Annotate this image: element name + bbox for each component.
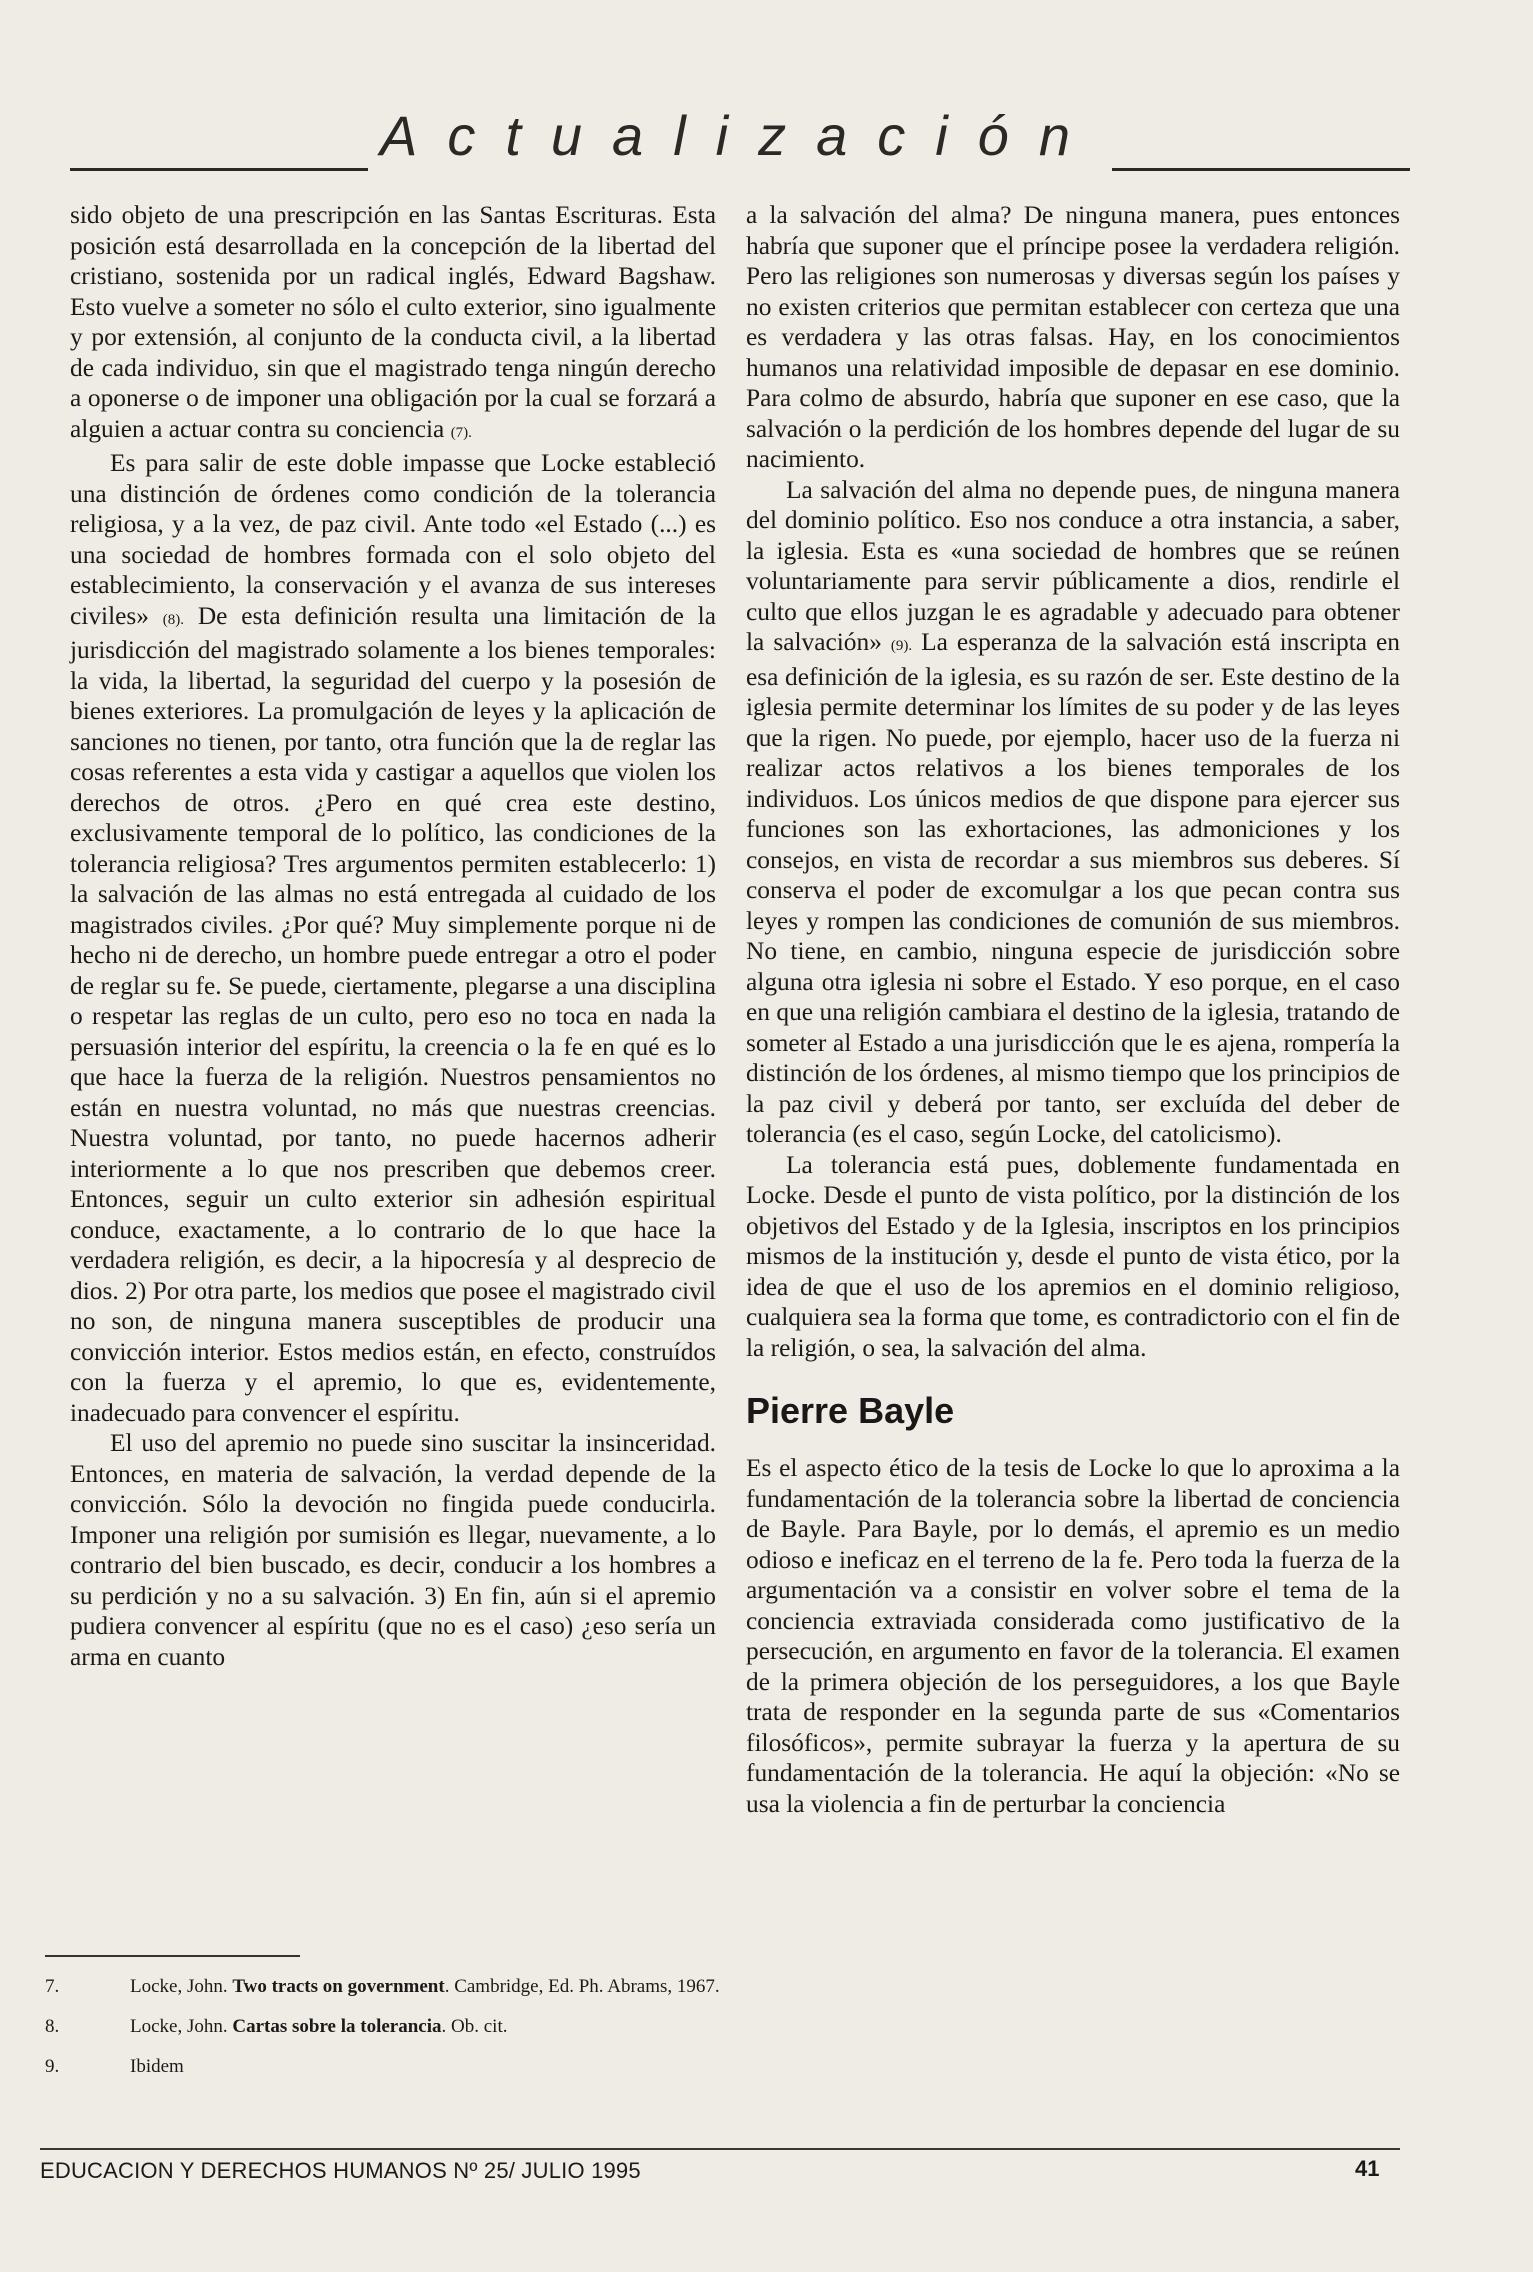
footnote-text: Locke, John. Two tracts on government. Cambridge, Ed. Ph. Abrams, 1967. [130,1976,720,1997]
footnote-number: 9. [45,2056,60,2077]
footnote-ref: (9). [890,638,913,654]
footnote-text: Locke, John. Cartas sobre la tolerancia. Ob. cit. [130,2016,508,2037]
page-number: 41 [1355,2156,1380,2181]
section-subheading: Pierre Bayle [746,1390,955,1431]
paragraph: Es el aspecto ético de la tesis de Locke lo que lo aproxima a la fundamentación de la tolerancia sobre la libertad de conciencia de Bayle. Para Bayle, por lo demás, el apremio es un medio odioso e ineficaz en el terreno de la fe. Pero toda la fuerza de la argumentación va a consistir en volver sobre el tema de la conciencia extraviada considerada como justificativo de la persecución, en argumento en favor de la tolerancia. El examen de la primera objeción de los perseguidores, a los que Bayle trata de responder en la segunda parte de sus «Comentarios filosóficos», permite subrayar la fuerza y la apertura de su fundamentación de la tolerancia. He aquí la objeción: «No se usa la violencia a fin de perturbar la conciencia [746,1454,1400,1818]
footnotes [45,1975,725,2095]
footer-rule [40,2148,1400,2150]
paragraph: La tolerancia está pues, doblemente fundamentada en Locke. Desde el punto de vista político, por la distinción de los objetivos del Estado y de la Iglesia, inscriptos en los principios mismos de la institución y, desde el punto de vista ético, por la idea de que el uso de los apremios en el dominio religioso, cualquiera sea la forma que tome, es contradictorio con el fin de la religión, o sea, la salvación del alma. [746,1150,1400,1362]
footnote-number: 8. [45,2016,60,2037]
paragraph: a la salvación del alma? De ninguna manera, pues entonces habría que suponer que el príncipe posee la verdadera religión. Pero las religiones son numerosas y diversas según los países y no existen criterios que permitan establecer con certeza que una es verdadera y las otras falsas. Hay, en los conocimientos humanos una relatividad imposible de depasar en ese dominio. Para colmo de absurdo, habría que suponer en ese caso, que la salvación o la perdición de los hombres depende del lugar de su nacimiento. [746,201,1400,473]
paragraph: Es para salir de este doble impasse que Locke estableció una distinción de órdenes como condición de la tolerancia religiosa, y a la vez, de paz civil. Ante todo «el Estado (...) es una sociedad de hombres formada con el solo objeto del establecimiento, la conservación y el avanza de sus intereses civiles» (8). De esta definición resulta una limitación de la jurisdicción del magistrado solamente a los bienes temporales: la vida, la libertad, la seguridad del cuerpo y la posesión de bienes exteriores. La promulgación de leyes y la aplicación de sanciones no tienen, por tanto, otra función que la de reglar las cosas referentes a esta vida y castigar a aquellos que violen los derechos de otros. ¿Pero en qué crea este destino, exclusivamente temporal de lo político, las condiciones de la tolerancia religiosa? Tres argumentos permiten establecerlo: 1) la salvación de las almas no está entregada al cuidado de los magistrados civiles. ¿Por qué? Muy simplemente porque ni de hecho ni de derecho, un hombre puede entregar a otro el poder de reglar su fe. Se puede, ciertamente, plegarse a una disciplina o respetar las reglas de un culto, pero eso no toca en nada la persuasión interior del espíritu, la creencia o la fe en qué es lo que hace la fuerza de la religión. Nuestros pensamientos no están en nuestra voluntad, no más que nuestras creencias. Nuestra voluntad, por tanto, no puede hacernos adherir interiormente a lo que nos prescriben que debemos creer. Entonces, seguir un culto exterior sin adhesión espiritual conduce, exactamente, a lo contrario de lo que hace la verdadera religión, es decir, a la hipocresía y al desprecio de dios. 2) Por otra parte, los medios que posee el magistrado civil no son, de ninguna manera susceptibles de producir una convicción interior. Estos medios están, en efecto, construídos con la fuerza y el apremio, lo que es, evidentemente, inadecuado para convencer el espíritu. [70,449,716,1427]
cited-title: Two tracts on government [232,1976,445,1997]
footnote-ref: (8). [162,611,185,628]
cited-title: Cartas sobre la tolerancia [232,2016,442,2037]
footnote-text: Ibidem [130,2056,184,2077]
footnote [45,2015,725,2039]
footnote [45,2055,725,2079]
section-title: Actualización [368,100,1112,172]
paragraph: El uso del apremio no puede sino suscitar la insinceridad. Entonces, en materia de salvación, la verdad depende de la convicción. Sólo la devoción no fingida puede conducirla. Imponer una religión por sumisión es llegar, nuevamente, a lo contrario del bien buscado, es decir, conducir a los hombres a su perdición y no a su salvación. 3) En fin, aún si el apremio pudiera convencer al espíritu (que no es el caso) ¿eso sería un arma en cuanto [70,1429,716,1671]
footnote-ref: (7). [450,424,472,441]
paragraph: La salvación del alma no depende pues, de ninguna manera del dominio político. Eso nos conduce a otra instancia, a saber, la iglesia. Esta es «una sociedad de hombres que se reúnen voluntariamente para servir públicamente a dios, rendirle el culto que ellos juzgan le es agradable y adecuado para obtener la salvación» (9). La esperanza de la salvación está inscripta en esa definición de la iglesia, es su razón de ser. Este destino de la iglesia permite determinar los límites de su poder y de las leyes que la rigen. No puede, por ejemplo, hacer uso de la fuerza ni realizar actos relativos a los bienes temporales de los individuos. Los únicos medios de que dispone para ejercer sus funciones son las exhortaciones, las admoniciones y los consejos, en vista de recordar a sus miembros sus deberes. Sí conserva el poder de excomulgar a los que pecan contra sus leyes y rompen las condiciones de comunión de sus miembros. No tiene, en cambio, ninguna especie de jurisdicción sobre alguna otra iglesia ni sobre el Estado. Y eso porque, en el caso en que una religión cambiara el destino de la iglesia, tratando de someter al Estado a una jurisdicción que le es ajena, rompería la distinción de los órdenes, al mismo tiempo que los principios de la paz civil y deberá por tanto, ser excluída del deber de tolerancia (es el caso, según Locke, del catolicismo). [746,475,1400,1148]
left-column [70,200,716,1672]
right-column [746,200,1400,1819]
paragraph: sido objeto de una prescripción en las Santas Escrituras. Esta posición está desarrollada en la concepción de la libertad del cristiano, sostenida por un radical inglés, Edward Bagshaw. Esto vuelve a someter no sólo el culto exterior, sino igualmente y por extensión, al conjunto de la conducta civil, a la libertad de cada individuo, sin que el magistrado tenga ningún derecho a oponerse o de imponer una obligación por la cual se forzará a alguien a actuar contra su conciencia (7). [70,201,716,443]
footnote-number: 7. [45,1976,60,1997]
section-header [70,100,1410,178]
footnote [45,1975,725,1999]
footnote-rule [45,1955,300,1957]
publication-footer: EDUCACION Y DERECHOS HUMANOS Nº 25/ JULIO 1995 [40,2158,641,2183]
